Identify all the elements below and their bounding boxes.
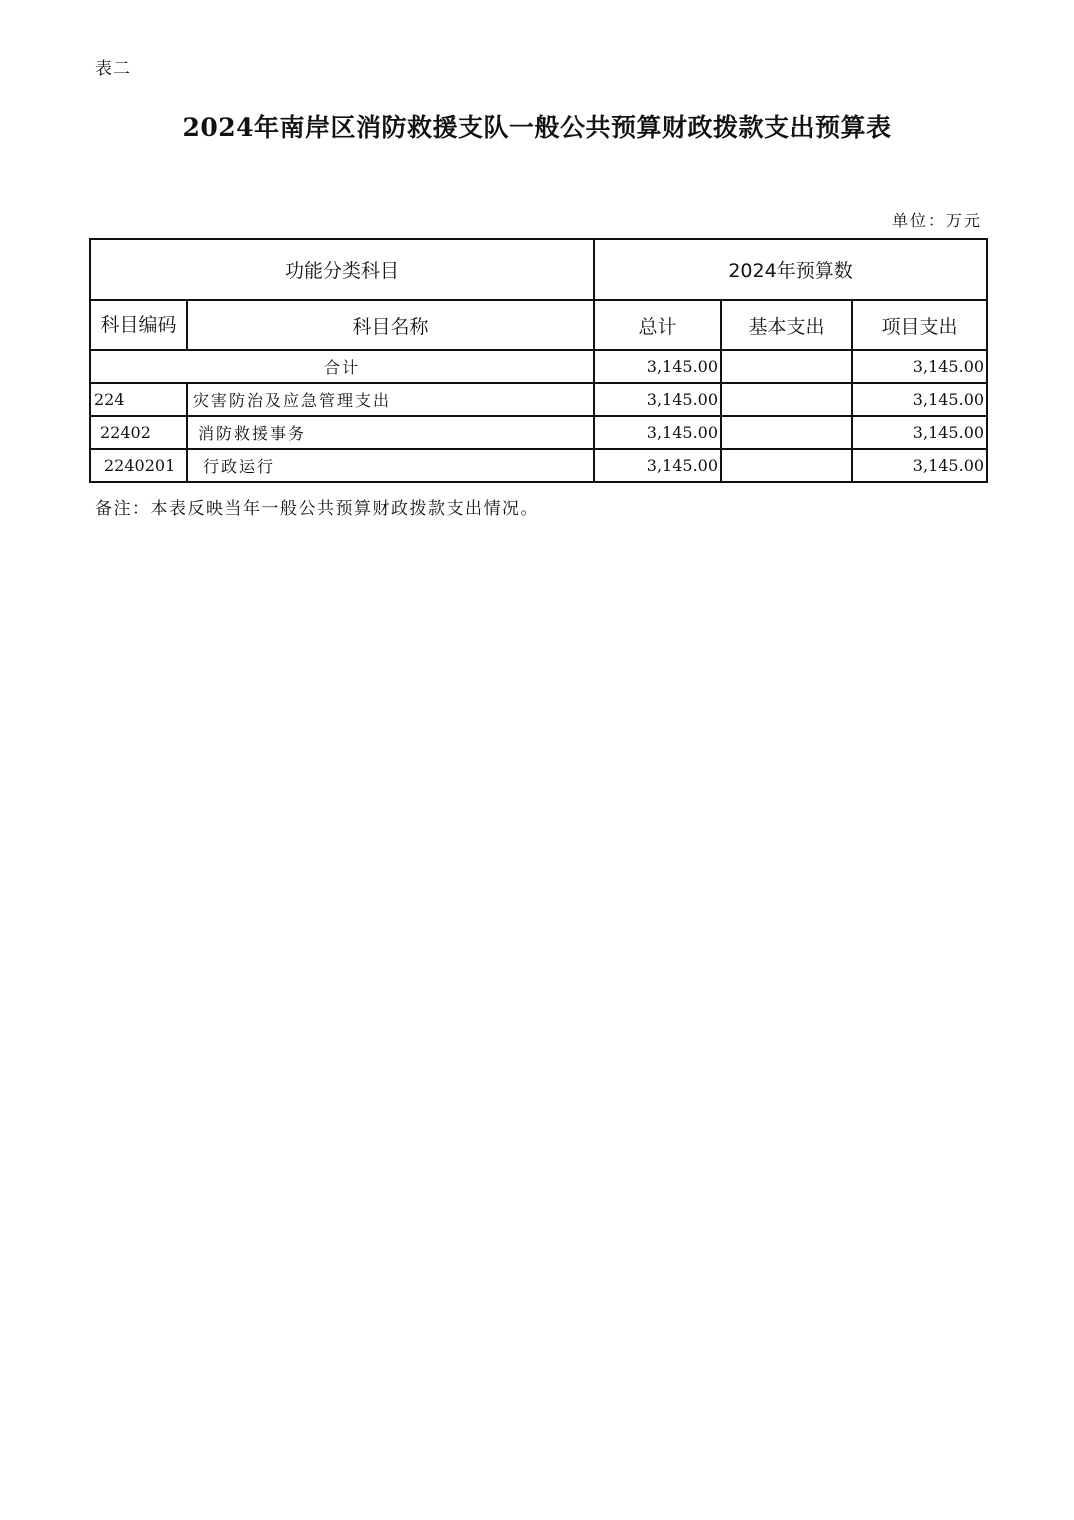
header-row-group bbox=[90, 239, 987, 300]
basic-cell bbox=[721, 350, 852, 383]
project-cell: 3,145.00 bbox=[852, 383, 987, 416]
page-title: 2024年南岸区消防救援支队一般公共预算财政拨款支出预算表 bbox=[182, 113, 892, 142]
subject-name-cell: 消防救援事务 bbox=[187, 416, 594, 449]
budget-table bbox=[89, 238, 988, 483]
header-budget-year: 2024年预算数 bbox=[594, 239, 987, 300]
unit-label: 单位：万元 bbox=[891, 211, 982, 230]
basic-cell bbox=[721, 449, 852, 482]
project-cell: 3,145.00 bbox=[852, 350, 987, 383]
subject-name-cell: 行政运行 bbox=[187, 449, 594, 482]
header-basic-expenditure: 基本支出 bbox=[721, 300, 852, 350]
header-row-columns bbox=[90, 300, 987, 350]
table-row bbox=[90, 383, 987, 416]
header-subject-code: 科目编码 bbox=[90, 300, 187, 350]
header-total: 总计 bbox=[594, 300, 721, 350]
basic-cell bbox=[721, 383, 852, 416]
header-functional-classification: 功能分类科目 bbox=[90, 239, 594, 300]
project-cell: 3,145.00 bbox=[852, 416, 987, 449]
total-row bbox=[90, 350, 987, 383]
table-row bbox=[90, 416, 987, 449]
total-cell: 3,145.00 bbox=[594, 449, 721, 482]
footnote: 备注：本表反映当年一般公共预算财政拨款支出情况。 bbox=[95, 499, 539, 519]
total-cell: 3,145.00 bbox=[594, 416, 721, 449]
subject-code-cell: 22402 bbox=[90, 416, 187, 449]
total-cell: 3,145.00 bbox=[594, 383, 721, 416]
basic-cell bbox=[721, 416, 852, 449]
subject-code-cell: 2240201 bbox=[90, 449, 187, 482]
total-label: 合计 bbox=[90, 350, 594, 383]
header-project-expenditure: 项目支出 bbox=[852, 300, 987, 350]
project-cell: 3,145.00 bbox=[852, 449, 987, 482]
subject-code-cell: 224 bbox=[90, 383, 187, 416]
total-cell: 3,145.00 bbox=[594, 350, 721, 383]
subject-name-cell: 灾害防治及应急管理支出 bbox=[187, 383, 594, 416]
table-row bbox=[90, 449, 987, 482]
header-subject-name: 科目名称 bbox=[187, 300, 594, 350]
table-label: 表二 bbox=[95, 59, 131, 79]
